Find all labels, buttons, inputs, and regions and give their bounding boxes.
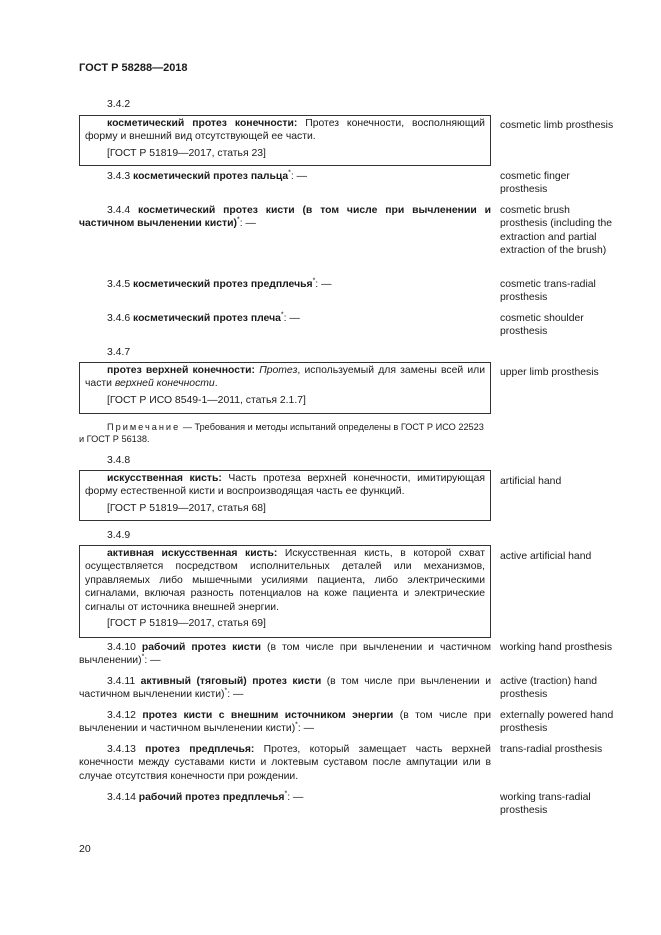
term-entry: 3.4.13 протез предплечья: Протез, который замещает часть верхней конечности между суставами кисти и локтевым суставом после ампутации или в случае отсутствия конечности при рождении.: [79, 744, 491, 782]
english-equivalent: active (traction) hand prosthesis: [500, 676, 598, 701]
note: Примечание — Требования и методы испытаний определены в ГОСТ Р ИСО 22523 и ГОСТ Р 56138.: [79, 422, 484, 444]
term-entry: 3.4.12 протез кисти с внешним источником энергии (в том числе при вычленении и частичном вычленении кисти)*: —: [79, 710, 492, 735]
english-equivalent: cosmetic limb prosthesis: [500, 120, 614, 131]
term: косметический протез предплечья: [133, 279, 313, 290]
term-entry: 3.4.5 косметический протез предплечья*: —: [107, 277, 332, 290]
term-number: 3.4.9: [107, 530, 131, 541]
term-number: 3.4.2: [107, 99, 131, 110]
definition: Искусственная кисть, в которой схват осуществляется посредством исполнительных деталей или механизмов, управляемых либо мышечными усилиями пациента, либо электрическими сигналами, включая разность потенциалов на коже пациента и электрические сигналы от источника внешней энергии.: [85, 548, 485, 613]
term: рабочий протез кисти: [141, 642, 261, 653]
term: протез кисти с внешним источником энергии: [142, 710, 394, 721]
term: рабочий протез предплечья: [138, 792, 285, 803]
english-equivalent: cosmetic trans-radial prosthesis: [500, 279, 596, 304]
term-number: 3.4.8: [107, 455, 131, 466]
english-equivalent: externally powered hand prosthesis: [500, 710, 614, 735]
term-entry: 3.4.10 рабочий протез кисти (в том числе при вычленении и частичном вычленении)*: —: [79, 642, 491, 667]
term-definition-box: [79, 545, 491, 638]
english-equivalent: working hand prosthesis: [500, 642, 613, 653]
term: протез предплечья:: [145, 744, 255, 755]
source-reference: [ГОСТ Р ИСО 8549-1—2011, статья 2.1.7]: [107, 394, 306, 406]
term: косметический протез плеча: [133, 313, 281, 324]
term: косметический протез кисти (в том числе при вычленении и частичном вычленении кисти): [79, 205, 491, 230]
term-number: 3.4.7: [107, 347, 131, 358]
page-number: 20: [79, 843, 91, 855]
definition: Протез конечности, восполняющий форму и внешний вид отсутствующей ее части.: [85, 118, 485, 143]
source-reference: [ГОСТ Р 51819—2017, статья 69]: [107, 618, 266, 630]
term: косметический протез пальца: [133, 171, 289, 182]
term: протез верхней конечности:: [107, 365, 255, 376]
term-definition-box: [79, 115, 491, 166]
term-definition-box: протез верхней конечности: Протез, используемый для замены всей или части верхней конечности. [ГОСТ Р ИСО 8549-1—2011, статья 2.1.7]: [79, 362, 491, 414]
source-reference: [ГОСТ Р 51819—2017, статья 68]: [107, 502, 266, 514]
english-equivalent: active artificial hand: [500, 551, 592, 562]
english-equivalent: cosmetic brush prosthesis (including the extraction and partial extraction of the brush): [500, 205, 613, 257]
source-reference: [ГОСТ Р 51819—2017, статья 23]: [107, 147, 266, 159]
term-entry: 3.4.11 активный (тяговый) протез кисти (в том числе при вычленении и частичном вычленении кисти)*: —: [79, 676, 491, 701]
term-entry: 3.4.6 косметический протез плеча*: —: [107, 311, 300, 324]
term-entry: 3.4.3 косметический протез пальца*: —: [107, 169, 308, 182]
term: активная искусственная кисть:: [107, 548, 278, 559]
english-equivalent: artificial hand: [500, 476, 562, 487]
term: искусственная кисть:: [107, 473, 222, 484]
term: косметический протез конечности:: [107, 118, 298, 129]
term-entry: 3.4.4 косметический протез кисти (в том числе при вычленении и частичном вычленении кисти)*: —: [79, 205, 491, 230]
term-entry: 3.4.14 рабочий протез предплечья*: —: [107, 790, 304, 803]
definition: Часть протеза верхней конечности, имитирующая форму естественной кисти и воспроизводящая часть ее функций.: [85, 473, 485, 498]
term-definition-box: [79, 470, 491, 521]
english-equivalent: working trans-radial prosthesis: [500, 792, 591, 817]
english-equivalent: cosmetic finger prosthesis: [500, 171, 570, 196]
english-equivalent: upper limb prosthesis: [500, 367, 599, 378]
document-header: ГОСТ Р 58288—2018: [79, 62, 188, 74]
english-equivalent: trans-radial prosthesis: [500, 744, 603, 755]
term: активный (тяговый) протез кисти: [140, 676, 322, 687]
english-equivalent: cosmetic shoulder prosthesis: [500, 313, 584, 338]
